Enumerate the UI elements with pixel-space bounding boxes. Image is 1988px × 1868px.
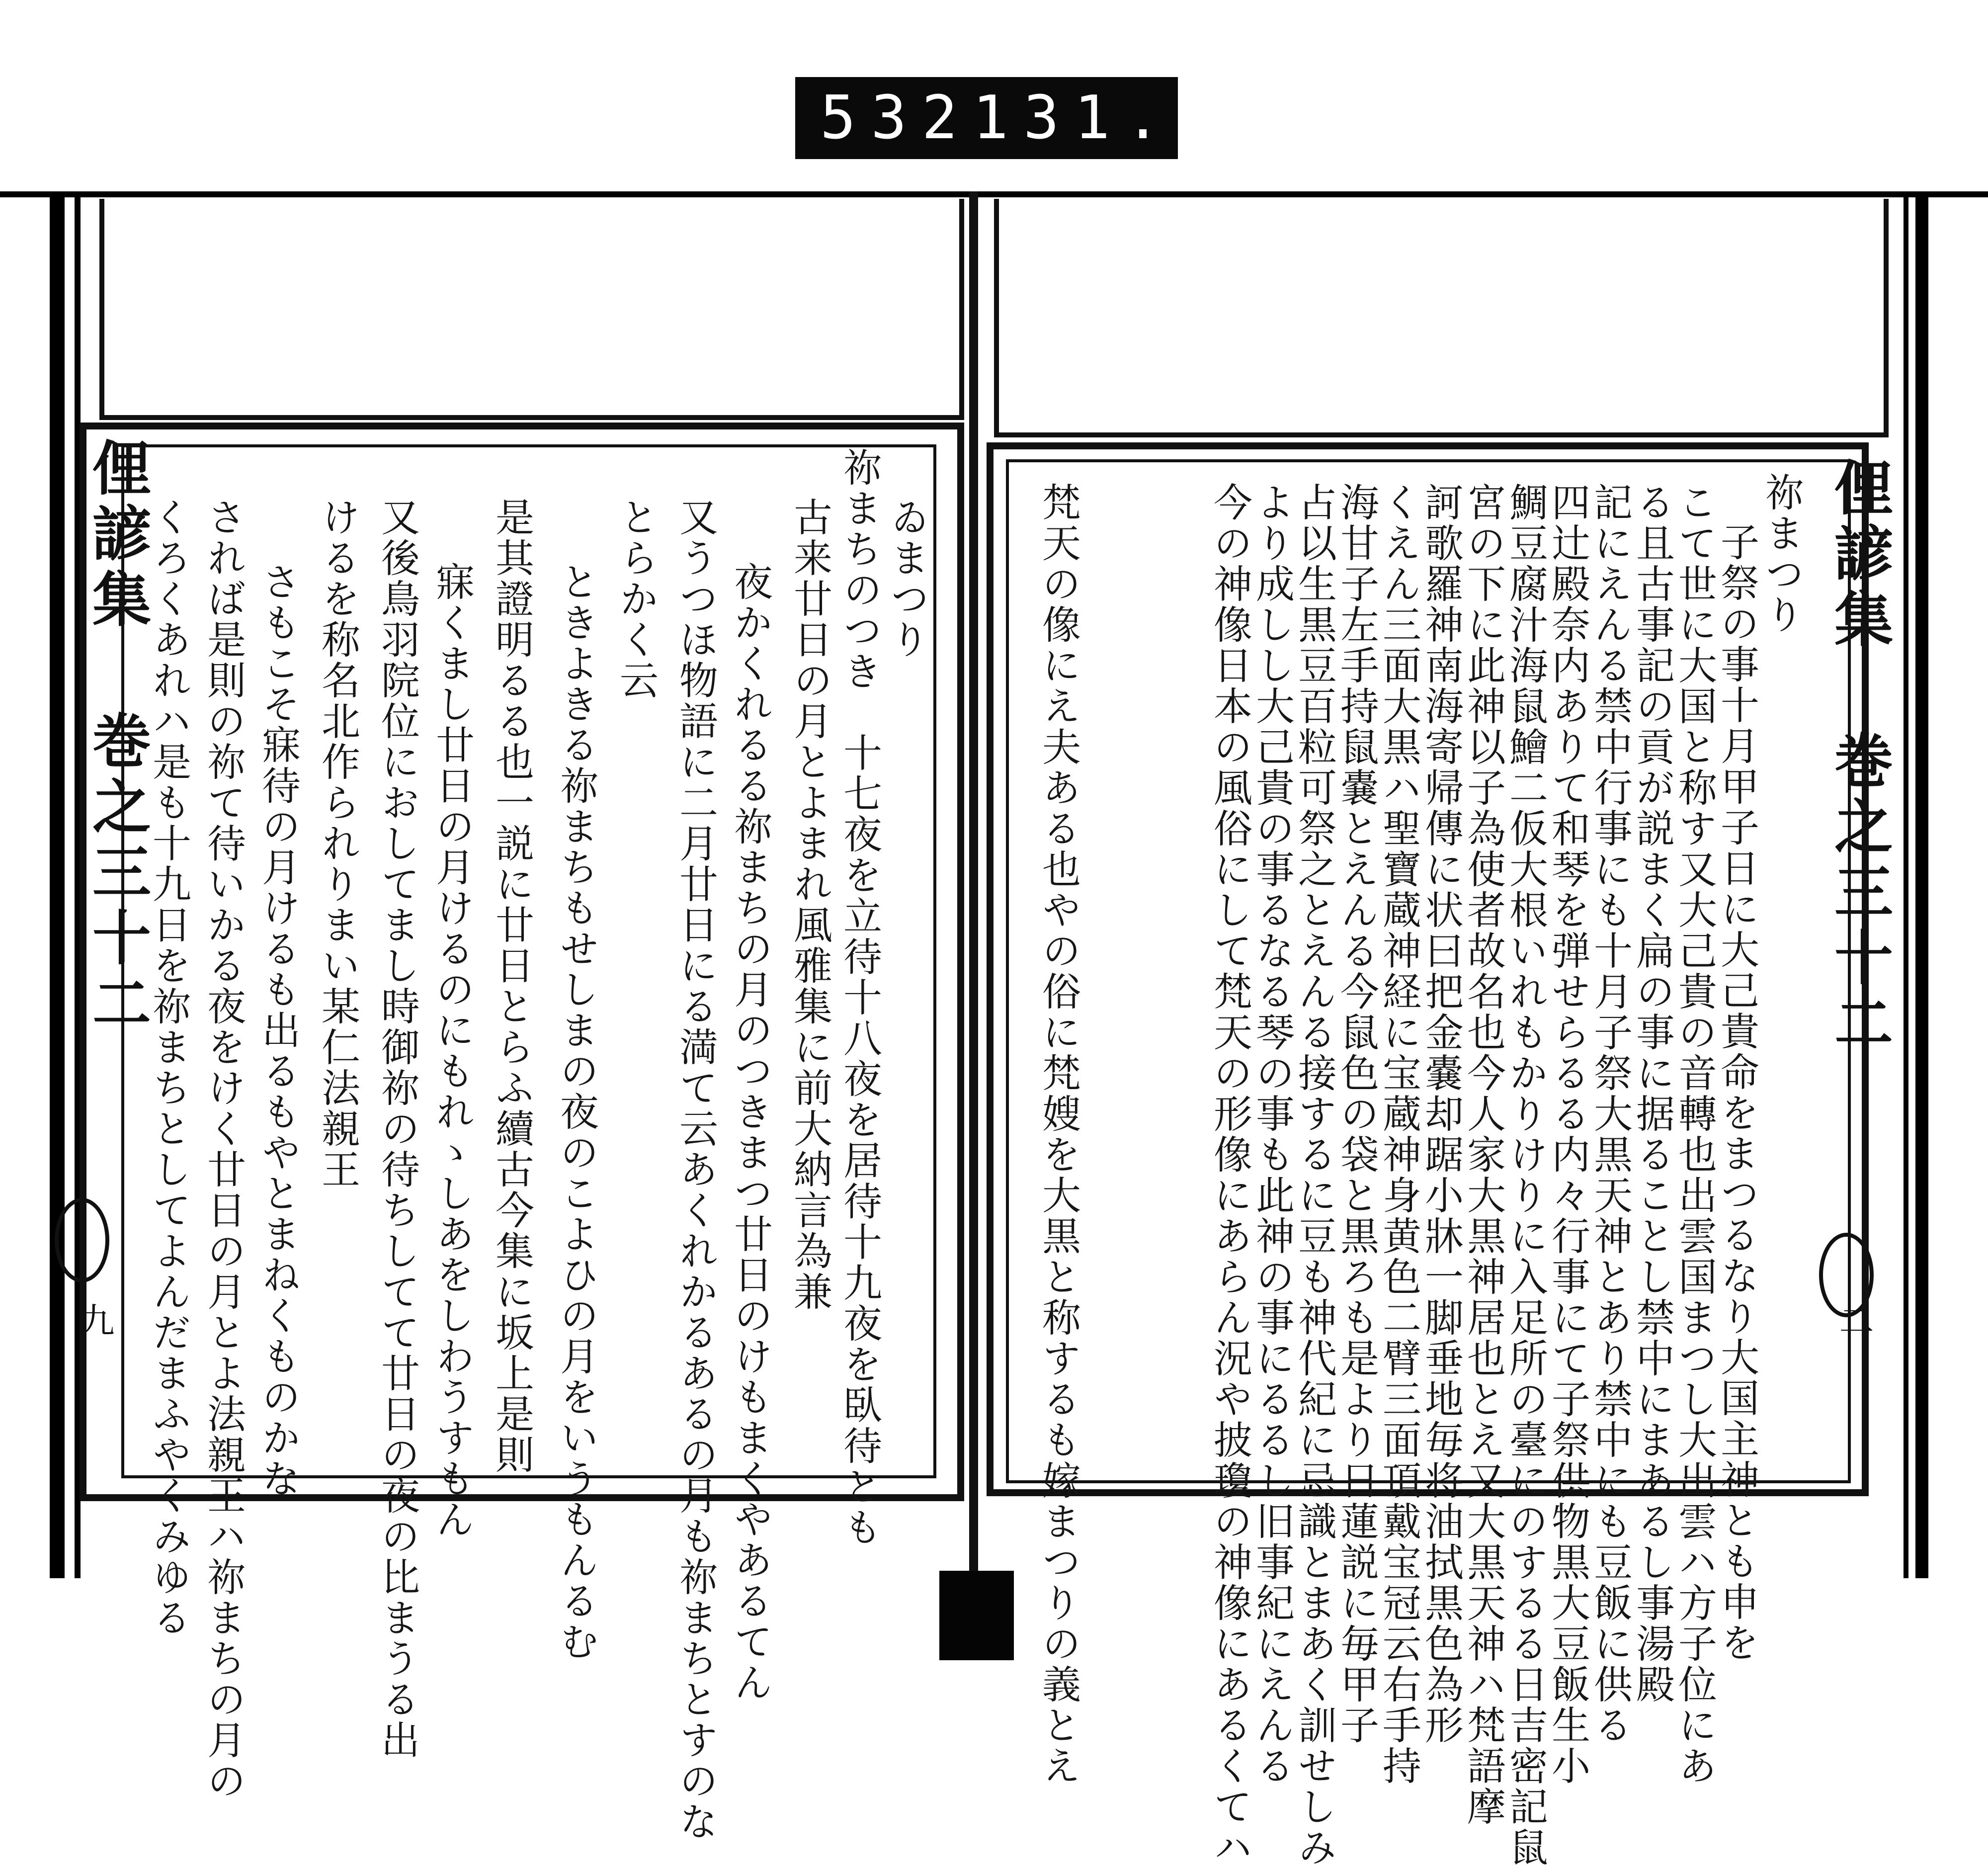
text-column: されば是則の祢て待いかる夜をけく廿日の月とよ法親王ハ祢まちの月の bbox=[201, 497, 246, 1801]
text-column: 是其證明るる也一説に廿日とらふ續古今集に坂上是則 bbox=[489, 497, 534, 1475]
text-column: 記にえんる禁中行事にも十月子祭大黒天神とあり禁中にも豆飯に供る bbox=[1587, 482, 1632, 1746]
catalog-number-left: 532 bbox=[820, 84, 973, 153]
text-column: ゐまつり bbox=[884, 497, 929, 660]
text-column: くろくあれハ是も十九日を祢まちとしてよんだまふやくみゆる bbox=[146, 497, 191, 1638]
text-column: ときよきる祢まちもせしまの夜のこよひの月をいうもんるむ bbox=[554, 562, 598, 1662]
text-column: 宮の下に此神以子為使者故名也今人家大黒神居也とえ又大黒天神ハ梵語摩 bbox=[1461, 482, 1505, 1827]
left-folio: 九 bbox=[74, 1302, 115, 1337]
text-column: 梵天の像にえ夫ある也やの俗に梵嫂を大黒と称するも嫁まつりの義とえ bbox=[1036, 482, 1080, 1786]
left-cover-edge bbox=[50, 191, 65, 1578]
text-column: 祢まちのつき 十七夜を立待十八夜を居待十九夜を臥待とも bbox=[837, 447, 882, 1548]
right-folio: 二 bbox=[1833, 1302, 1874, 1337]
text-column: 海甘子左手持鼠嚢とえんる今鼠色の袋と黒ろも是より日蓮説に毎甲子 bbox=[1334, 482, 1379, 1746]
text-column: けるを称名北作られりまい某仁法親王 bbox=[315, 497, 360, 1190]
catalog-number-right: 131. bbox=[972, 84, 1176, 153]
text-column: 子祭の事十月甲子日に大己貴命をまつるなり大国主神とも申を bbox=[1714, 522, 1759, 1663]
text-column: より成しし大己貴の事るなる琴の事も此神の事にるるし旧事紀にえんる bbox=[1249, 482, 1294, 1786]
text-column: る且古事記の貢が説まく扁の事に据ることし禁中にまあるし事湯殿 bbox=[1630, 482, 1674, 1705]
text-column: 又うつほ物語に二月廿日にる満て云あくれかるあるの月も祢まちとすのな bbox=[673, 497, 718, 1842]
text-column: 占以生黒豆百粒可祭之とえんる接するに豆も神代紀に忌識とまあく訓せしみ bbox=[1292, 482, 1336, 1868]
right-upper-blank bbox=[994, 199, 1889, 437]
text-column: 夜かくれるる祢まちの月のつきまつ廿日のけもまくやあるてん bbox=[728, 562, 772, 1703]
spine bbox=[969, 191, 978, 1578]
text-column: さもこそ寐待の月けるも出るもやとまねくものかな bbox=[255, 562, 300, 1499]
top-cover-edge bbox=[0, 191, 1988, 197]
book-clip bbox=[939, 1571, 1014, 1660]
right-margin-title: 俚諺集 巻之三十二 bbox=[1824, 457, 1894, 1058]
left-margin-title: 俚諺集 巻之三十二 bbox=[83, 437, 152, 1038]
right-page-edge bbox=[1904, 191, 1908, 1578]
text-column: こて世に大国と称す又大己貴の音轉也出雲国まつし大出雲ハ方子位にあ bbox=[1672, 482, 1717, 1786]
text-column: くえん三面大黒ハ聖寶蔵神経に宝蔵神身黄色二臂三面頂戴宝冠云右手持 bbox=[1376, 482, 1421, 1786]
text-column: とらかく云 bbox=[613, 497, 658, 701]
text-column: 古来廿日の月とよまれ風雅集に前大納言為兼 bbox=[787, 497, 832, 1312]
left-upper-blank bbox=[99, 199, 964, 420]
text-column: 今の神像日本の風俗にして梵天の形像にあらん況や披瓊の神像にあるくてハ bbox=[1207, 482, 1252, 1868]
text-column: 寐くまし廿日の月けるのにもれゝしあをしわうすもん bbox=[429, 562, 474, 1540]
text-column: 又後鳥羽院位におしてまし時御祢の待ちしてて廿日の夜の比まうる出 bbox=[375, 497, 419, 1761]
text-column: 訶歌羅神南海寄帰傳に状曰把金嚢却踞小牀一脚垂地毎将油拭黒色為形 bbox=[1418, 482, 1463, 1746]
right-cover-edge bbox=[1915, 191, 1928, 1578]
text-column: 四辻殿奈内ありて和琴を弾せらるる内々行事にて子祭供物黒大豆飯生小 bbox=[1545, 482, 1590, 1786]
text-column: 鯛豆腐汁海鼠鱠二仮大根いれもかりけりに入足所の臺にのするる日吉密記鼠 bbox=[1503, 482, 1548, 1868]
text-column: 祢まつり bbox=[1759, 472, 1804, 635]
left-page-circle bbox=[55, 1198, 109, 1282]
